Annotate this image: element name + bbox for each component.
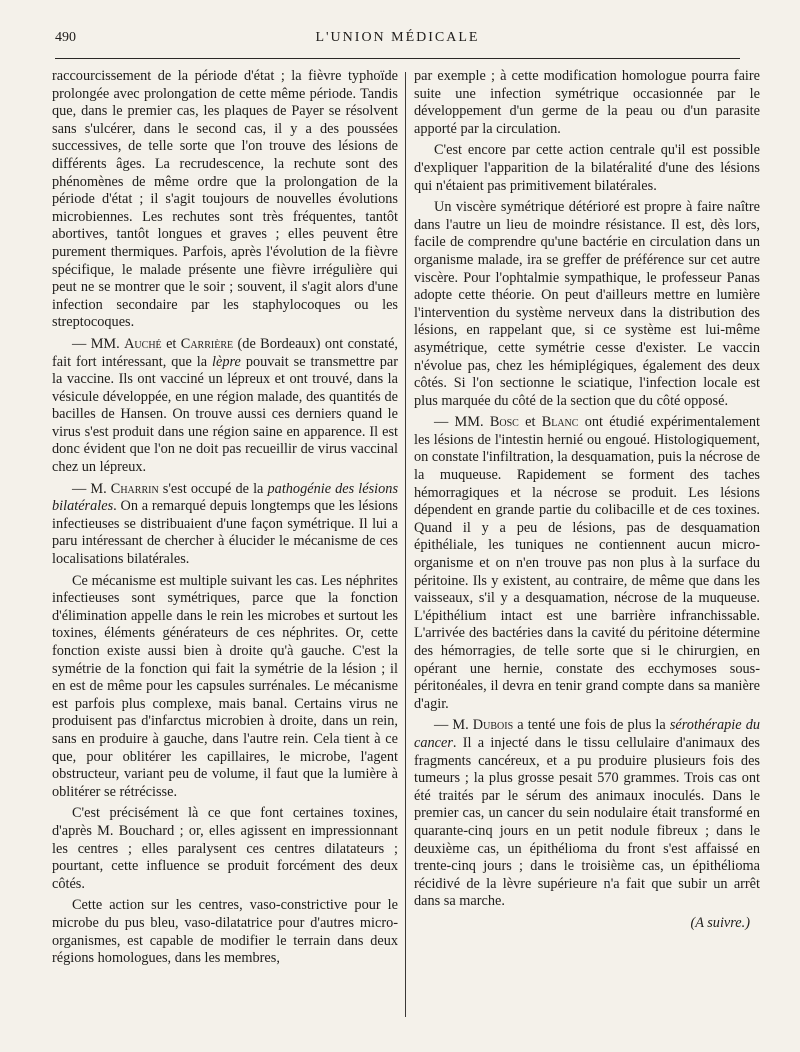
right-column (414, 68, 760, 933)
to-be-continued: (A suivre.) (690, 914, 750, 931)
paragraph: Ce mécanisme est multiple suivant les cas. Les néphrites infectieuses sont symétriques, parce que la fonction d'élimination appelle dans le rein les microbes et surtout les toxines, éléments générateurs de ces néphrites. Or, cette fonction existe aussi bien à droite qu'à gauche. C'est la symétrie de la fonction qui fait la symétrie de la lésion ; il en est de même pour les capsules surrénales. Le mécanisme est parfois plus complexe, mais banal. Certains virus ne produisent pas d'infarctus microbien à droite, dans un rein, sans en produire à gauche, dans l'autre rein. Cela tient à ce que, pour oblitérer les capillaires, le microbe, l'agent obstructeur, variant peu de volume, il faut que la lumière à oblitérer se rétrécisse. (52, 572, 398, 800)
column-divider (405, 72, 406, 1017)
text: (de Bordeaux) ont constaté, fait fort intéressant, que la (52, 335, 399, 370)
paragraph (414, 717, 760, 911)
author-name: Auché (124, 335, 162, 352)
left-column (52, 68, 398, 972)
text: ont étudié expérimentalement les lésions de l'intestin hernié ou engoué. Histologiquement, on constate l'infiltration, la desquamation, puis la nécrose de la muqueuse. Rapidement se forment des taches hémorragiques et la nécrose se produit. Les lésions dépendent en grande partie du colibacille et de ces toxines. Quand il y a peu de lésions, pas de desquamation épithéliale, les tuniques ne contiennent aucun micro-organisme et on n'en trouve pas non plus à la surface du péritoine. Ils y existent, au contraire, de même que dans les vaisseaux, s'il y a desquamation, nécrose de la muqueuse. L'épithélium intact est une barrière infranchissable. L'arrivée des bactéries dans la cavité du péritoine détermine des hémorragies, de telle sorte que si le chirurgien, en opérant une hernie, constate des ecchymoses sous-péritonéales, il devra en tenir grand compte dans sa manière d'agir. (414, 414, 760, 712)
paragraph: C'est précisément là ce que font certaines toxines, d'après M. Bouchard ; or, elles agissent en impressionnant les centres ; elles paralysent ces centres dilatateurs ; pourtant, cette influence se produit forcément des deux côtés. (52, 805, 398, 892)
italic-term: lèpre (212, 353, 241, 370)
paragraph (414, 414, 760, 713)
paragraph: par exemple ; à cette modification homologue pourra faire suite une infection symétrique occasionnée par le développement d'un germe de la peau ou d'un parasite apporté par la circulation. (414, 68, 760, 137)
page-header (55, 28, 740, 59)
page-number: 490 (55, 30, 76, 45)
text: pouvait se transmettre par la vaccine. Ils ont vacciné un lépreux et ont trouvé, dans la vésicule développée, en une région malade, des quantités de bacilles de Hansen. On trouve aussi ces derniers quand le virus s'est produit dans une région saine en apparence. Il est donc évident que l'on ne doit pas recueillir de virus vaccinal chez un lépreux. (52, 353, 398, 476)
author-name: Dubois (472, 717, 514, 734)
italic-term: pathogénie des lésions bilatérales (52, 480, 399, 515)
text: a tenté une fois de plus la (517, 717, 666, 734)
paragraph (52, 481, 398, 569)
paragraph: raccourcissement de la période d'état ; la fièvre typhoïde prolongée avec prolongation de cette même période. Tandis que, dans le premier cas, les plaques de Payer se résolvent sans s'ulcérer, dans le second cas, il y a des poussées successives, de telle sorte que l'on trouve des lésions de différents âges. La recrudescence, la rechute sont des phénomènes de même ordre que la prolongation de la période d'état ; il s'agit toujours de nouvelles évolutions microbiennes. Les rechutes sont très fréquentes, tantôt abortives, tantôt longues et graves ; elles peuvent être purement thermiques. Parfois, après l'évolution de la fièvre spécifique, le malade présente une fièvre irrégulière qui peut ne se montrer que le soir ; souvent, il s'agit alors d'une infection secondaire par les staphylocoques ou les streptocoques. (52, 68, 398, 331)
italic-term: sérothérapie du cancer (414, 717, 760, 751)
text: s'est occupé de la (162, 480, 264, 497)
text: — MM. (72, 335, 120, 352)
text: — M. (72, 480, 107, 497)
text: et (166, 335, 177, 352)
paragraph: C'est encore par cette action centrale qu'il est possible d'expliquer l'apparition de la bilatéralité d'une des lésions qui n'étaient pas primitivement bilatérales. (414, 142, 760, 194)
paragraph: Un viscère symétrique détérioré est propre à faire naître dans l'autre un lieu de moindre résistance. Il est, dès lors, facile de comprendre qu'une bactérie en circulation dans un organisme malade, ira se greffer de préférence sur cet autre viscère. Pour l'ophtalmie sympathique, le professeur Panas adopte cette théorie. On peut d'ailleurs mettre en lumière l'intervention du système nerveux dans la distribution des lésions, en rappelant que, si ce système est lui-même asymétrique, cette symétrie cesse d'exister. Le vaccin n'évolue pas, chez les hémiplégiques, également des deux côtés. Si l'on sectionne le sciatique, l'infection locale est plus marquée du côté de la section que du côté opposé. (414, 199, 760, 409)
text: . On a remarqué depuis longtemps que les lésions infectieuses se distribuaient d'une façon symétrique. Il lui a paru intéressant de chercher à élucider le mécanisme de ces localisations bilatérales. (52, 498, 398, 568)
author-name: Blanc (541, 414, 579, 431)
paragraph (52, 336, 398, 477)
author-name: Bosc (489, 414, 519, 431)
running-head: L'UNION MÉDICALE (315, 30, 480, 45)
text: — M. (434, 717, 469, 734)
author-name: Charrin (110, 480, 159, 497)
paragraph: Cette action sur les centres, vaso-constrictive pour le microbe du pus bleu, vaso-dilatatrice pour d'autres micro-organismes, est capable de modifier le terrain dans deux régions homologues, dans les membres, (52, 897, 398, 967)
text: — MM. (434, 414, 484, 431)
author-name: Carrière (180, 335, 234, 352)
text: et (525, 414, 536, 431)
text: . Il a injecté dans le tissu cellulaire d'animaux des fragments cancéreux, et a pu produire plusieurs fois des tumeurs ; la plus grosse pesait 570 grammes. Trois cas ont été traités par le sérum des animaux inoculés. Dans le premier cas, un cancer du sein nodulaire était transformé en quarante-cinq jours en un petit nodule fibreux ; dans le deuxième cas, un épithélioma du front s'est affaissé en trente-cinq jours ; dans le troisième cas, un épithélioma récidivé de la lèvre supérieure n'a fait que subir un arrêt dans sa marche. (414, 734, 760, 910)
